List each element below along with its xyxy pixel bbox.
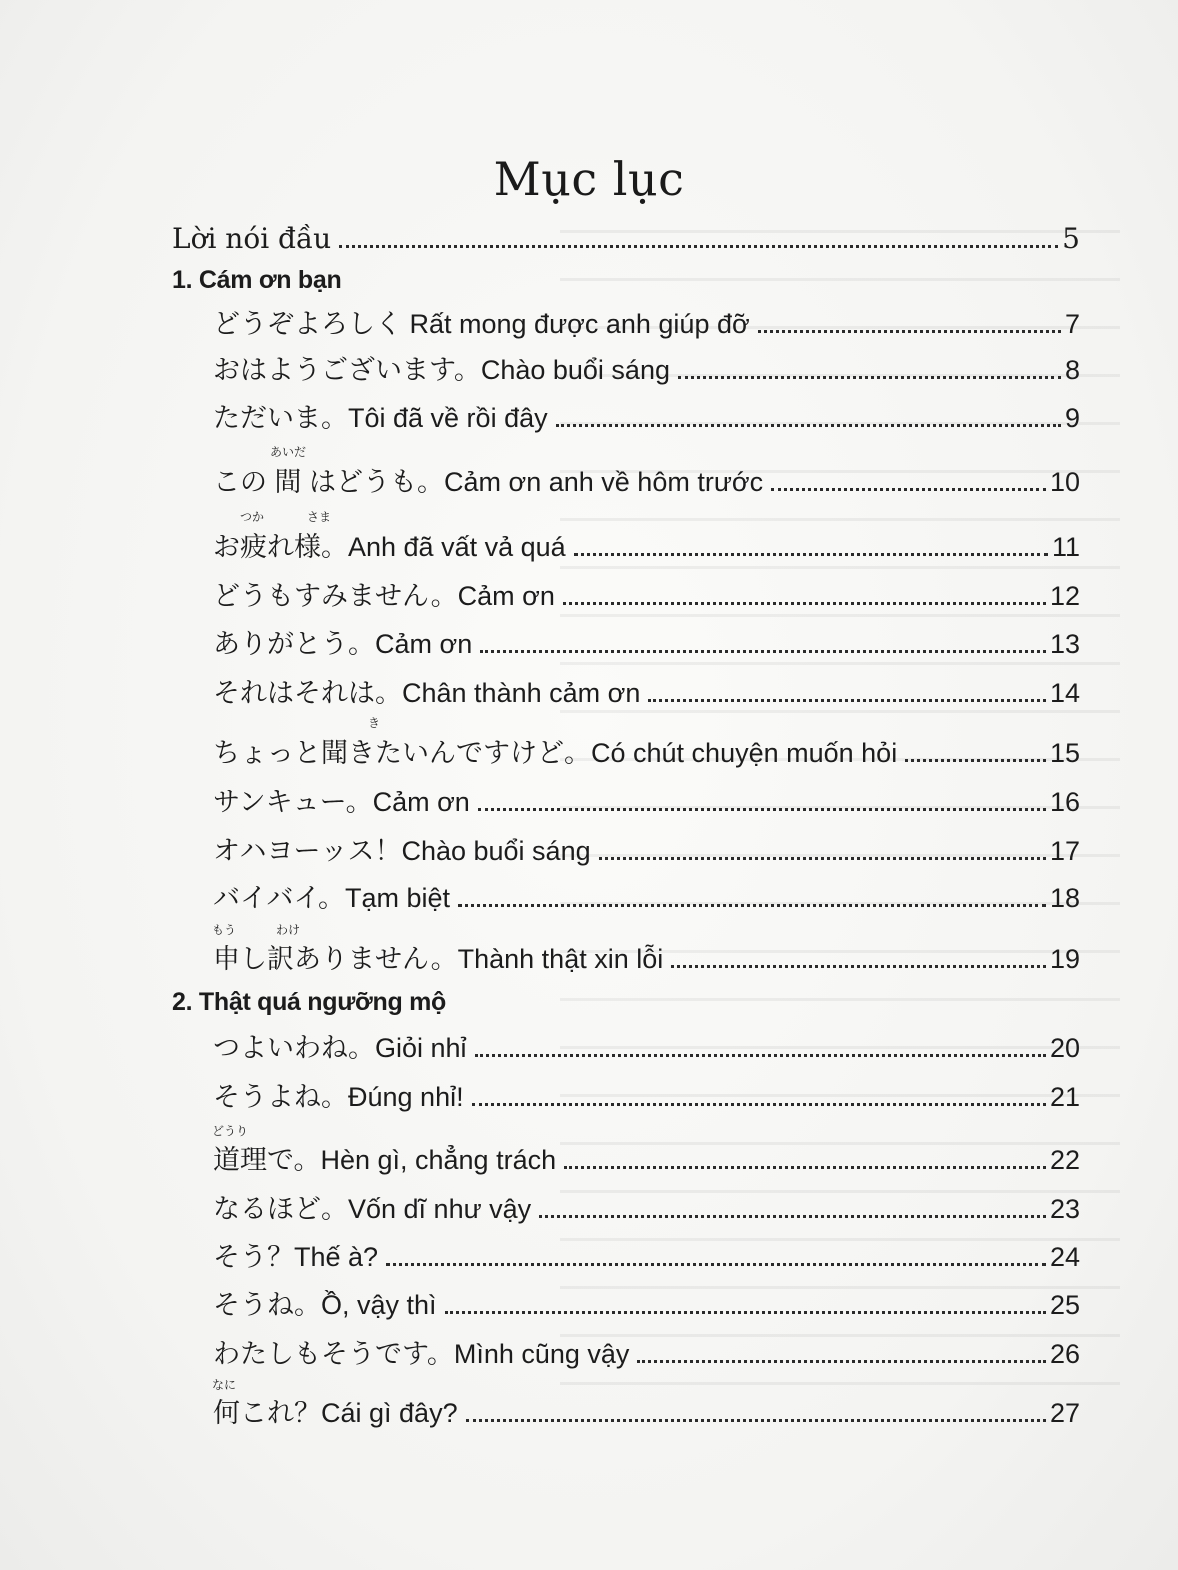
dot-leader — [458, 904, 1046, 907]
toc-page-number: 13 — [1049, 629, 1080, 659]
toc-row[interactable] — [213, 731, 1080, 770]
toc-row[interactable] — [213, 1235, 1080, 1274]
dot-leader — [480, 650, 1046, 653]
dot-leader — [599, 857, 1046, 860]
toc-row[interactable] — [213, 574, 1080, 613]
toc-label: サンキュー。Cảm ơn — [213, 787, 470, 817]
page-title: Mục lục — [493, 152, 685, 206]
dot-leader — [478, 808, 1046, 811]
toc-page-number: 9 — [1064, 403, 1080, 433]
dot-leader — [472, 1103, 1046, 1106]
toc-row[interactable] — [213, 525, 1080, 564]
toc-label: ありがとう。Cảm ơn — [213, 629, 473, 659]
dot-leader — [671, 965, 1046, 968]
toc-page-number: 25 — [1049, 1290, 1080, 1320]
dot-leader — [475, 1054, 1046, 1057]
toc-label: この 間 はどうも。Cảm ơn anh về hôm trước — [213, 467, 764, 497]
dot-leader — [574, 553, 1048, 556]
dot-leader — [339, 245, 1058, 248]
dot-leader — [556, 424, 1061, 427]
toc-label: 申し訳ありません。Thành thật xin lỗi — [213, 944, 664, 974]
toc-row[interactable] — [213, 1026, 1080, 1065]
dot-leader — [905, 759, 1046, 762]
dot-leader — [563, 602, 1046, 605]
dot-leader — [386, 1263, 1046, 1266]
toc-row[interactable] — [213, 460, 1080, 499]
dot-leader — [648, 699, 1046, 702]
toc-row[interactable] — [213, 348, 1080, 387]
toc-page-number: 7 — [1064, 309, 1080, 339]
toc-label: おはようございます。Chào buổi sáng — [213, 355, 670, 385]
toc-label: オハヨーッス！Chào buổi sáng — [213, 836, 591, 866]
dot-leader — [466, 1419, 1046, 1422]
toc-row[interactable] — [213, 829, 1080, 868]
toc-label: お疲れ様。Anh đã vất vả quá — [213, 532, 566, 562]
toc-row[interactable] — [213, 1075, 1080, 1114]
dot-leader — [564, 1166, 1046, 1169]
furigana: つか — [240, 510, 265, 524]
toc-label: どうぞよろしく Rất mong được anh giúp đỡ — [213, 309, 750, 339]
toc-page-number: 22 — [1049, 1145, 1080, 1175]
furigana: どうり — [212, 1124, 249, 1138]
toc-row[interactable] — [213, 396, 1080, 435]
toc-page-number: 11 — [1051, 532, 1080, 562]
toc-row[interactable] — [213, 1138, 1080, 1177]
toc-page-number: 19 — [1049, 944, 1080, 974]
toc-label: ただいま。Tôi đã về rồi đây — [213, 403, 548, 433]
furigana: もう — [212, 923, 237, 937]
furigana: さま — [307, 510, 332, 524]
dot-leader — [539, 1215, 1046, 1218]
toc-page-number: 10 — [1049, 467, 1080, 497]
toc-page-number: 15 — [1049, 738, 1080, 768]
toc-page-number: 20 — [1049, 1033, 1080, 1063]
toc-page-number: 18 — [1049, 883, 1080, 913]
toc-row[interactable] — [213, 876, 1080, 915]
toc-page-number: 27 — [1049, 1398, 1080, 1428]
toc-page-number: 12 — [1049, 581, 1080, 611]
toc-row[interactable] — [213, 1283, 1080, 1322]
furigana: あいだ — [270, 445, 307, 459]
furigana: き — [368, 716, 381, 730]
furigana: わけ — [276, 923, 301, 937]
dot-leader — [758, 330, 1061, 333]
dot-leader — [445, 1311, 1046, 1314]
toc-page-number: 24 — [1049, 1242, 1080, 1272]
toc-row-preface[interactable] — [172, 222, 1080, 255]
toc-row[interactable] — [213, 1391, 1080, 1430]
toc-label: なるほど。Vốn dĩ như vậy — [213, 1194, 532, 1224]
toc-label: そうね。Ồ, vậy thì — [213, 1290, 437, 1320]
toc-row[interactable] — [213, 302, 1080, 341]
toc-page-number: 21 — [1049, 1082, 1080, 1112]
toc-label: 道理で。Hèn gì, chẳng trách — [213, 1145, 557, 1175]
toc-page-number: 23 — [1049, 1194, 1080, 1224]
section-heading-1: 1. Cám ơn bạn — [172, 266, 342, 294]
toc-page-number: 17 — [1049, 836, 1080, 866]
toc-row[interactable] — [213, 622, 1080, 661]
toc-label: ちょっと聞きたいんですけど。Có chút chuyện muốn hỏi — [213, 738, 898, 768]
toc-label: 何これ？Cái gì đây? — [213, 1398, 458, 1428]
toc-label: そうよね。Đúng nhỉ! — [213, 1082, 464, 1112]
furigana: なに — [212, 1378, 237, 1392]
toc-label: そう？Thế à? — [213, 1242, 379, 1272]
toc-label: つよいわね。Giỏi nhỉ — [213, 1033, 467, 1063]
toc-label: わたしもそうです。Mình cũng vậy — [213, 1339, 630, 1369]
section-heading-2: 2. Thật quá ngưỡng mộ — [172, 988, 447, 1016]
toc-row[interactable] — [213, 671, 1080, 710]
toc-label: どうもすみません。Cảm ơn — [213, 581, 555, 611]
toc-label: それはそれは。Chân thành cảm ơn — [213, 678, 641, 708]
toc-page-number: 16 — [1049, 787, 1080, 817]
toc-label: Lời nói đầu — [172, 222, 332, 255]
toc-row[interactable] — [213, 780, 1080, 819]
toc-page-number: 5 — [1062, 222, 1080, 255]
toc-page-number: 8 — [1064, 355, 1080, 385]
toc-page-number: 14 — [1049, 678, 1080, 708]
toc-row[interactable] — [213, 1332, 1080, 1371]
dot-leader — [637, 1360, 1046, 1363]
dot-leader — [771, 488, 1046, 491]
toc-label: バイバイ。Tạm biệt — [213, 883, 451, 913]
toc-row[interactable] — [213, 1187, 1080, 1226]
toc-page-number: 26 — [1049, 1339, 1080, 1369]
toc-row[interactable] — [213, 937, 1080, 976]
dot-leader — [678, 376, 1061, 379]
